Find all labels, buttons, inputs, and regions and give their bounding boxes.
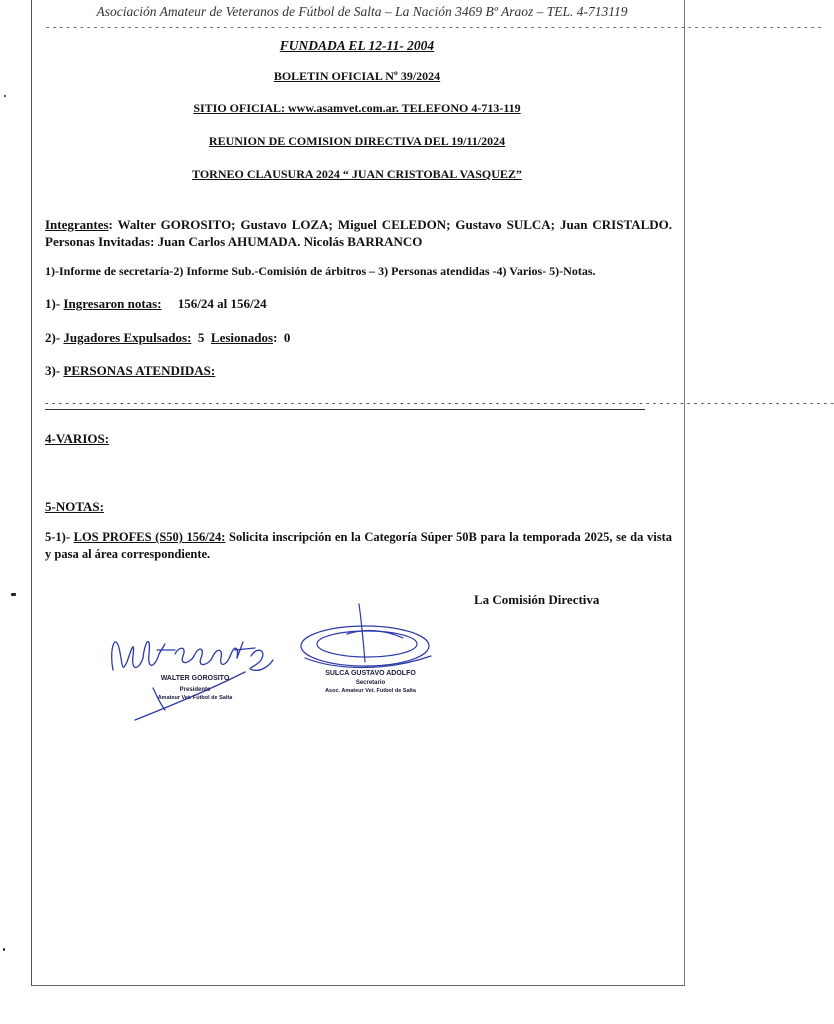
secretary-stamp [308,670,433,695]
expelled-label: Jugadores Expulsados: [63,330,192,345]
item-3 [45,363,672,379]
official-website: SITIO OFICIAL: www.asamvet.com.ar. TELEFONO 4-713-119 [193,101,521,115]
members-label: Integrantes [45,217,109,232]
section-divider-underline [45,409,645,410]
president-org: Amateur Vet. Fútbol de Salta [157,695,233,701]
president-stamp [140,675,250,702]
note-label: LOS PROFES (S50) 156/24: [73,530,226,544]
secretary-role: Secretario [355,680,386,686]
president-handwritten-signature [95,610,285,730]
item-5-label: 5-NOTAS: [45,499,104,514]
item-3-prefix: 3)- [45,363,64,378]
founded-date: FUNDADA EL 12-11- 2004 [279,38,435,53]
members-paragraph [45,216,672,250]
note-text: Solicita inscripción en la Categoría Súper 50B para la temporada 2025, se da vista y pasa al área correspondiente. [45,530,672,561]
secretary-name: SULCA GUSTAVO ADOLFO [325,670,416,677]
secretary-org: Asoc. Amateur Vet. Futbol de Salta [325,688,416,694]
item-1-label: Ingresaron notas: [63,296,162,311]
scan-speck [4,95,6,97]
letterhead [0,4,724,20]
members-list: : Walter GOROSITO; Gustavo LOZA; Miguel CELEDON; Gustavo SULCA; Juan CRISTALDO. Personas Invitadas: Juan Carlos AHUMADA. Nicolás BARRANCO [45,217,672,249]
item-2-prefix: 2)- [45,330,64,345]
item-1-value: 156/24 al 156/24 [177,296,267,311]
bulletin-number: BOLETIN OFICIAL Nº 39/2024 [273,69,441,83]
closing-signature-line: La Comisión Directiva [474,592,600,607]
president-role: Presidente [179,687,211,693]
injured-label: Lesionados [210,330,274,345]
injured-value: 0 [283,330,291,345]
meeting-title: REUNION DE COMISION DIRECTIVA DEL 19/11/2024 [208,134,506,148]
item-3-label: PERSONAS ATENDIDAS: [63,363,216,378]
item-2: 2)- Jugadores Expulsados: 5 Lesionados: 0 [45,330,291,345]
association-name: Asociación Amateur de Veteranos de Fútbol de Salta [96,4,382,19]
note-prefix: 5-1)- [45,530,74,544]
item-1 [45,296,672,312]
note-5-1 [45,529,672,563]
item-4-label: 4-VARIOS: [45,431,110,446]
header-divider: - - - - - - - - - - - - - - - - - - - - - - - - - - - - - - - - - - - - - - - - - - - - - - - - - - - - - - - - - - - - - - - - - - - - - - - - - - - - - - - - - - - - - - - - - - - - - - - - - - - - - - - - - - - - - - - - - - [46,22,822,33]
expelled-value: 5 [197,330,205,345]
scan-speck [3,948,5,951]
president-name: WALTER GOROSITO [160,675,230,682]
section-divider: - - - - - - - - - - - - - - - - - - - - - - - - - - - - - - - - - - - - - - - - - - - - - - - - - - - - - - - - - - - - - - - - - - - - - - - - - - - - - - - - - - - - - - - - - - - - - - - - - - - - - - - - - - - - - - - - - - - - [45,398,834,409]
item-1-prefix: 1)- [45,296,64,311]
founded-line [31,38,683,54]
association-address: – La Nación 3469 Bº Araoz – TEL. 4-713119 [381,4,628,19]
agenda-line: 1)-Informe de secretaría-2) Informe Sub.-Comisión de árbitros – 3) Personas atendidas -4) Varios- 5)-Notas. [45,264,596,278]
scan-speck [11,593,16,596]
tournament-title: TORNEO CLAUSURA 2024 “ JUAN CRISTOBAL VASQUEZ” [192,167,522,181]
